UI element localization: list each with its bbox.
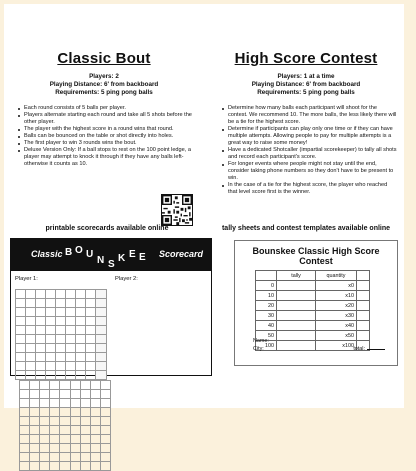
scorecard-grid-left (15, 289, 107, 380)
rule-item-deluxe: Deluxe Version Only: If a ball stops to rest on the 100 point ledge, a player may attempt to knock it through if they have any balls left- otherwise it counts as 10. (18, 147, 198, 168)
quantity-cell: x100 (316, 341, 357, 351)
col-quantity: quantity (316, 271, 357, 281)
points-cell: 30 (256, 311, 277, 321)
scorecard-word: Scorecard (159, 249, 204, 259)
quantity-cell: x30 (316, 311, 357, 321)
points-cell: 20 (256, 301, 277, 311)
table-row (256, 281, 370, 291)
points-cell: 100 (256, 341, 277, 351)
quantity-cell: x20 (316, 301, 357, 311)
svg-text:E: E (129, 249, 137, 260)
table-row (256, 321, 370, 331)
qr-code[interactable] (161, 194, 193, 226)
classic-bout-title: Classic Bout (57, 50, 151, 67)
tally-sheets-note: tally sheets and contest templates available online (221, 225, 391, 232)
contest-players: Players: 1 at a time (277, 73, 335, 80)
rule-item: The first player to win 3 rounds wins the bout. (18, 140, 198, 147)
printable-scorecards-note: printable scorecards available online (45, 225, 169, 232)
classic-bout-meta (4, 73, 204, 97)
rule-item: In the case of a tie for the highest score, the player who reached that level score first is the winner. (222, 182, 398, 196)
result-cell[interactable] (357, 301, 370, 311)
result-cell[interactable] (357, 321, 370, 331)
quantity-cell: x0 (316, 281, 357, 291)
svg-text:N: N (97, 255, 106, 266)
rule-item: Balls can be bounced on the table or shot directly into holes. (18, 133, 198, 140)
scorecard-grid (15, 289, 205, 471)
tally-cell[interactable] (277, 291, 316, 301)
tally-cell[interactable] (277, 281, 316, 291)
high-score-sheet (234, 240, 398, 366)
player-2-label: Player 2: (115, 276, 138, 282)
contest-requirements: Requirements: 5 ping pong balls (257, 89, 355, 96)
points-cell: 50 (256, 331, 277, 341)
high-score-title: High Score Contest (234, 50, 378, 67)
quantity-cell: x50 (316, 331, 357, 341)
tally-cell[interactable] (277, 301, 316, 311)
classic-rules-list (18, 105, 198, 168)
rule-item: For longer events where people might not stay until the end, consider taking phone numbers so they don't have to be present to win. (222, 161, 398, 182)
contest-distance: Playing Distance: 6' from backboard (251, 81, 361, 88)
rule-item: Determine if participants can play only one time or if they can have multiple attempts. Allowing people to pay for multiple attempts is a great way to raise some money! (222, 126, 398, 147)
svg-text:U: U (86, 249, 95, 260)
scorecard-classic-word: Classic (31, 249, 63, 259)
high-score-section (208, 4, 404, 196)
total-label: total: (353, 345, 385, 353)
points-cell: 40 (256, 321, 277, 331)
rule-item: Each round consists of 5 balls per player. (18, 105, 198, 112)
scorecard-players (11, 271, 211, 285)
city-label: City: (253, 346, 264, 352)
svg-text:O: O (75, 245, 84, 256)
result-cell[interactable] (357, 311, 370, 321)
classic-bout-section (4, 4, 204, 168)
bounskee-logo-icon (63, 243, 155, 269)
table-row (256, 291, 370, 301)
quantity-cell: x40 (316, 321, 357, 331)
high-score-table-header (256, 271, 370, 281)
rules-card (4, 4, 404, 408)
col-tally: tally (277, 271, 316, 281)
rule-item: The player with the highest score in a round wins that round. (18, 126, 198, 133)
svg-text:E: E (139, 252, 147, 263)
player-1-label: Player 1: (15, 276, 38, 282)
scorecard-banner (11, 239, 211, 271)
table-row (256, 311, 370, 321)
high-score-sheet-title: Bounskee Classic High Score Contest (252, 246, 380, 266)
points-cell: 10 (256, 291, 277, 301)
svg-text:K: K (118, 253, 127, 264)
rule-item: Players alternate starting each round and take all 5 shots before the other player. (18, 112, 198, 126)
contest-meta (208, 73, 404, 97)
classic-requirements: Requirements: 5 ping pong balls (55, 89, 153, 96)
bounskee-logo (63, 243, 155, 272)
high-score-footer (253, 337, 387, 353)
rule-item: Have a dedicated Shotcaller (impartial scorekeeper) to tally all shots and record each participant's score. (222, 147, 398, 161)
table-row (256, 301, 370, 311)
classic-scorecard (10, 238, 212, 376)
classic-distance: Playing Distance: 6' from backboard (49, 81, 159, 88)
result-cell[interactable] (357, 281, 370, 291)
svg-text:B: B (65, 247, 74, 258)
tally-cell[interactable] (277, 311, 316, 321)
name-label: Name: (253, 338, 269, 344)
rule-item: Determine how many balls each participant will shoot for the contest. We recommend 10. The more balls, the less likely there will be a tie for the highest score. (222, 105, 398, 126)
svg-text:S: S (108, 259, 116, 269)
quantity-cell: x10 (316, 291, 357, 301)
result-cell[interactable] (357, 291, 370, 301)
tally-cell[interactable] (277, 321, 316, 331)
scorecard-grid-right (19, 380, 111, 471)
qr-code-icon (162, 195, 192, 225)
points-cell: 0 (256, 281, 277, 291)
contest-rules-list (222, 105, 398, 196)
classic-players: Players: 2 (89, 73, 119, 80)
